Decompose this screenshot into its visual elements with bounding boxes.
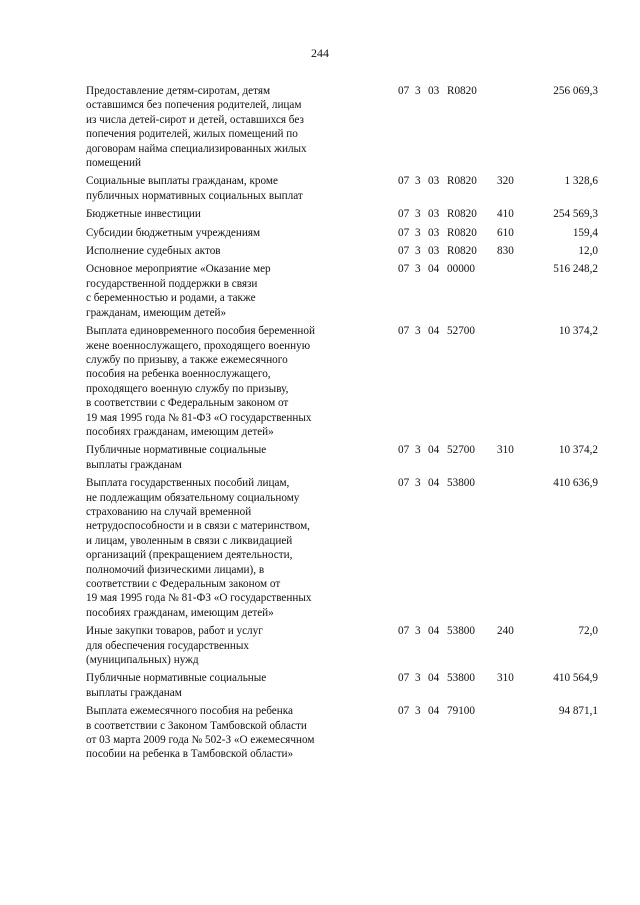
table-row bbox=[0, 443, 640, 472]
row-description: Иные закупки товаров, работ и услуг для обеспечения государственных (муниципальных) нужд bbox=[86, 625, 263, 667]
item-code: 04 bbox=[428, 263, 440, 276]
target-code: R0820 bbox=[447, 245, 477, 258]
program-code: 07 bbox=[398, 444, 410, 457]
subprogram-code: 3 bbox=[415, 263, 421, 276]
amount: 516 248,2 bbox=[553, 263, 598, 276]
target-code: 52700 bbox=[447, 444, 475, 457]
row-description: Выплата ежемесячного пособия на ребенка в соответствии с Законом Тамбовской области от 03 марта 2009 года № 502-З «О ежемесячном пособии на ребенка в Тамбовской области» bbox=[86, 705, 315, 761]
target-code: 52700 bbox=[447, 325, 475, 338]
table-row bbox=[0, 704, 640, 762]
program-code: 07 bbox=[398, 625, 410, 638]
item-code: 04 bbox=[428, 672, 440, 685]
target-code: 53800 bbox=[447, 672, 475, 685]
item-code: 03 bbox=[428, 175, 440, 188]
expense-type-code: 310 bbox=[497, 672, 514, 685]
program-code: 07 bbox=[398, 245, 410, 258]
expense-type-code: 320 bbox=[497, 175, 514, 188]
row-description: Выплата единовременного пособия беременной жене военнослужащего, проходящего военную службу по призыву, а также ежемесячного пособия на ребенка военнослужащего, проходящего военную службу по призыву, в соответствии с Федеральным законом от 19 мая 1995 года № 81-ФЗ «О государственных пособиях гражданам, имеющим детей» bbox=[86, 325, 315, 438]
table-row bbox=[0, 262, 640, 320]
table-row bbox=[0, 174, 640, 203]
row-description: Исполнение судебных актов bbox=[86, 245, 221, 258]
row-description: Бюджетные инвестиции bbox=[86, 208, 201, 221]
row-description: Публичные нормативные социальные выплаты гражданам bbox=[86, 444, 267, 471]
target-code: 53800 bbox=[447, 477, 475, 490]
table-row bbox=[0, 476, 640, 620]
subprogram-code: 3 bbox=[415, 226, 421, 239]
expense-type-code: 240 bbox=[497, 625, 514, 638]
amount: 410 564,9 bbox=[553, 672, 598, 685]
row-description: Предоставление детям-сиротам, детям оставшимся без попечения родителей, лицам из числа детей-сирот и детей, оставшихся без попечения родителей, жилых помещений по договорам найма специализированных жилых помещений bbox=[86, 85, 307, 170]
expense-type-code: 610 bbox=[497, 226, 514, 239]
item-code: 03 bbox=[428, 85, 440, 97]
target-code: R0820 bbox=[447, 175, 477, 188]
table-row bbox=[0, 324, 640, 439]
table-row bbox=[0, 244, 640, 258]
program-code: 07 bbox=[398, 325, 410, 338]
item-code: 03 bbox=[428, 245, 440, 258]
program-code: 07 bbox=[398, 208, 410, 221]
subprogram-code: 3 bbox=[415, 477, 421, 490]
subprogram-code: 3 bbox=[415, 444, 421, 457]
subprogram-code: 3 bbox=[415, 175, 421, 188]
amount: 10 374,2 bbox=[558, 325, 598, 338]
amount: 72,0 bbox=[578, 625, 598, 638]
target-code: R0820 bbox=[447, 208, 477, 221]
target-code: R0820 bbox=[447, 85, 477, 97]
program-code: 07 bbox=[398, 477, 410, 490]
program-code: 07 bbox=[398, 226, 410, 239]
row-description: Публичные нормативные социальные выплаты гражданам bbox=[86, 672, 267, 699]
budget-table bbox=[0, 84, 640, 766]
subprogram-code: 3 bbox=[415, 625, 421, 638]
item-code: 03 bbox=[428, 208, 440, 221]
item-code: 03 bbox=[428, 226, 440, 239]
item-code: 04 bbox=[428, 477, 440, 490]
item-code: 04 bbox=[428, 444, 440, 457]
amount: 254 569,3 bbox=[553, 208, 598, 221]
target-code: R0820 bbox=[447, 226, 477, 239]
row-description: Выплата государственных пособий лицам, не подлежащим обязательному социальному страхованию на случай временной нетрудоспособности и в связи с материнством, и лицам, уволенным в связи с ликвидацией организаций (прекращением деятельности, полномочий физическими лицами), в соответствии с Федеральным законом от 19 мая 1995 года № 81-ФЗ «О государственных пособиях гражданам, имеющим детей» bbox=[86, 477, 312, 619]
program-code: 07 bbox=[398, 672, 410, 685]
page-number: 244 bbox=[311, 46, 329, 60]
row-description: Основное мероприятие «Оказание мер государственной поддержки в связи с беременностью и родами, а также гражданам, имеющим детей» bbox=[86, 263, 271, 319]
row-description: Социальные выплаты гражданам, кроме публичных нормативных социальных выплат bbox=[86, 175, 303, 202]
amount: 94 871,1 bbox=[558, 705, 598, 718]
amount: 1 328,6 bbox=[564, 175, 598, 188]
amount: 256 069,3 bbox=[553, 85, 598, 97]
subprogram-code: 3 bbox=[415, 85, 421, 97]
item-code: 04 bbox=[428, 705, 440, 718]
item-code: 04 bbox=[428, 325, 440, 338]
amount: 159,4 bbox=[572, 226, 598, 239]
amount: 410 636,9 bbox=[553, 477, 598, 490]
subprogram-code: 3 bbox=[415, 245, 421, 258]
table-row bbox=[0, 624, 640, 667]
table-row bbox=[0, 207, 640, 221]
row-description: Субсидии бюджетным учреждениям bbox=[86, 226, 261, 239]
subprogram-code: 3 bbox=[415, 325, 421, 338]
table-row bbox=[0, 671, 640, 700]
subprogram-code: 3 bbox=[415, 705, 421, 718]
expense-type-code: 410 bbox=[497, 208, 514, 221]
program-code: 07 bbox=[398, 175, 410, 188]
program-code: 07 bbox=[398, 705, 410, 718]
table-row bbox=[0, 226, 640, 240]
item-code: 04 bbox=[428, 625, 440, 638]
expense-type-code: 830 bbox=[497, 245, 514, 258]
subprogram-code: 3 bbox=[415, 672, 421, 685]
table-row bbox=[0, 84, 640, 170]
amount: 12,0 bbox=[578, 245, 598, 258]
expense-type-code: 310 bbox=[497, 444, 514, 457]
target-code: 53800 bbox=[447, 625, 475, 638]
target-code: 00000 bbox=[447, 263, 475, 276]
amount: 10 374,2 bbox=[558, 444, 598, 457]
program-code: 07 bbox=[398, 85, 410, 97]
subprogram-code: 3 bbox=[415, 208, 421, 221]
target-code: 79100 bbox=[447, 705, 475, 718]
program-code: 07 bbox=[398, 263, 410, 276]
